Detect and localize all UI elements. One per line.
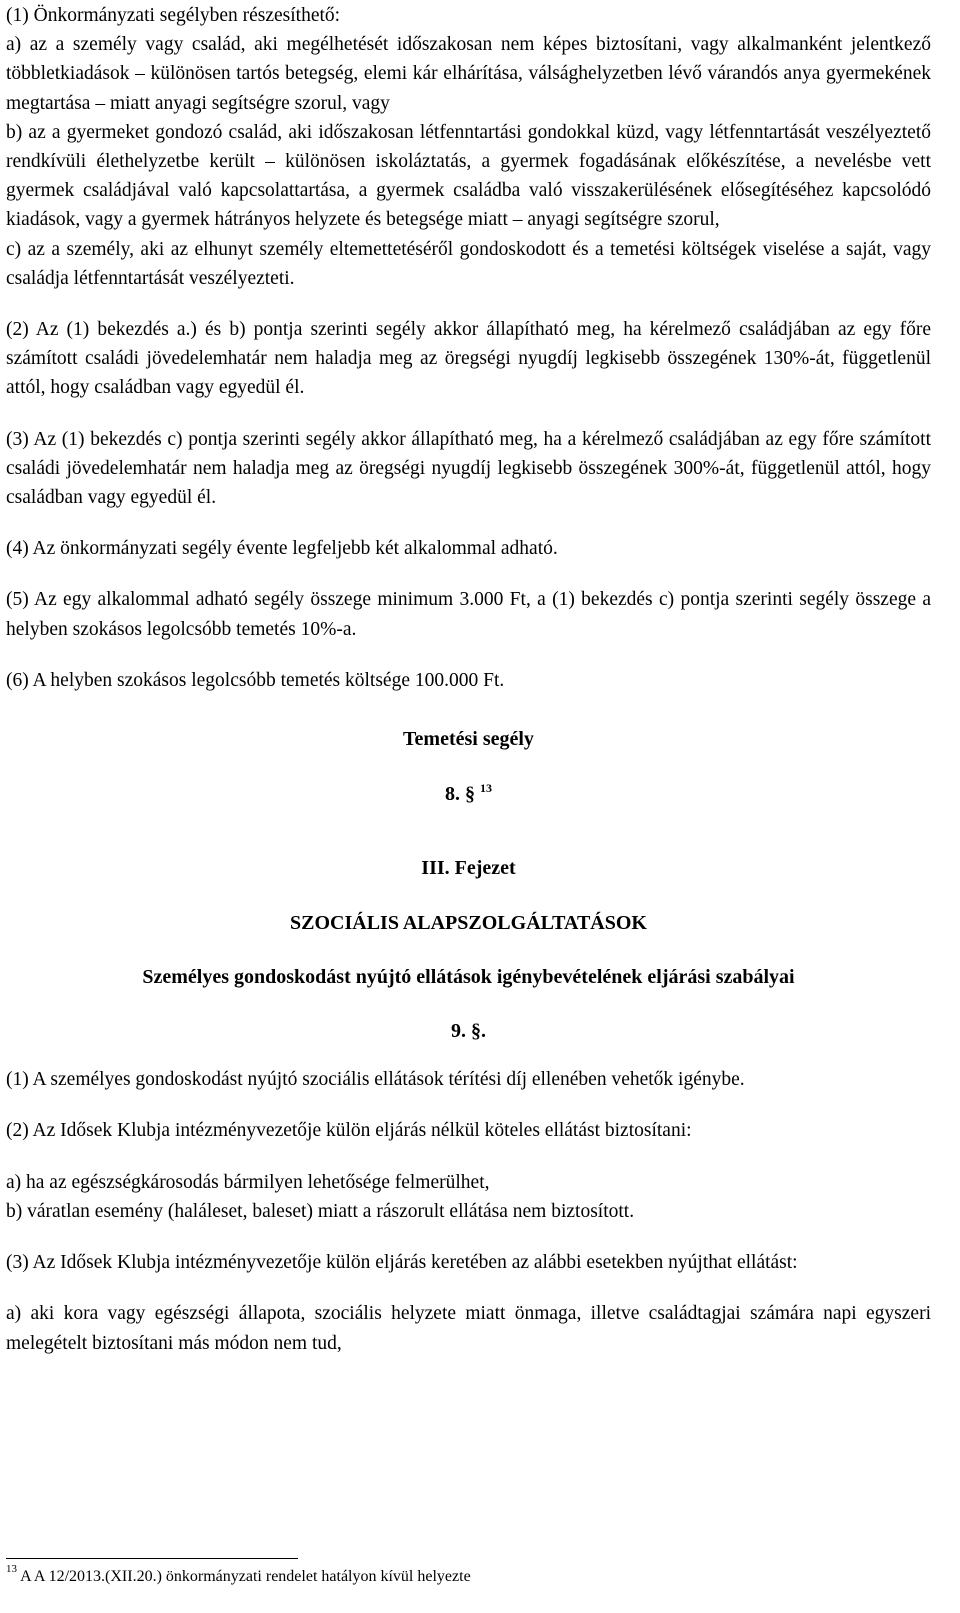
- footnote-divider: [6, 1558, 298, 1559]
- s9-p1: (1) A személyes gondoskodást nyújtó szociális ellátások térítési díj ellenében vehetők igénybe.: [6, 1069, 745, 1091]
- s7-p3: (3) Az (1) bekezdés c) pontja szerinti segély akkor állapítható meg, ha a kérelmező családjában az egy főre számított családi jövedelemhatár nem haladja meg az öregségi nyugdíj legkisebb összegének 300%-át, függetlenül attól, hogy családban vagy egyedül él.: [6, 428, 931, 509]
- s7-p2: (2) Az (1) bekezdés a.) és b) pontja szerinti segély akkor állapítható meg, ha kérelmező családjában az egy főre számított családi jövedelemhatár nem haladja meg az öregségi nyugdíj legkisebb összegének 130%-át, függetlenül attól, hogy családban vagy egyedül él.: [6, 319, 931, 399]
- footnote-reference[interactable]: 13: [480, 781, 492, 796]
- heading-subtitle: Személyes gondoskodást nyújtó ellátások igénybevételének eljárási szabályai: [142, 965, 795, 988]
- s9-p3-a: a) aki kora vagy egészségi állapota, szociális helyzete miatt önmaga, illetve családtagjai számára napi egyszeri melegételt biztosítani más módon nem tud,: [6, 1303, 931, 1354]
- paragraph-8-label: 8. §: [445, 783, 475, 806]
- s7-p1-c: c) az a személy, aki az elhunyt személy eltemettetéséről gondoskodott és a temetési költségek viselése a saját, vagy családja létfenntartását veszélyezteti.: [6, 238, 931, 289]
- s7-p4: (4) Az önkormányzati segély évente legfeljebb két alkalommal adható.: [6, 538, 558, 560]
- s7-p5: (5) Az egy alkalommal adható segély összege minimum 3.000 Ft, a (1) bekezdés c) pontja szerinti segély összege a helyben szokásos legolcsóbb temetés 10%-a.: [6, 589, 931, 640]
- heading-paragraph-8: [6, 780, 931, 809]
- s9-p2-b: b) váratlan esemény (haláleset, baleset) miatt a rászorult ellátása nem biztosított.: [6, 1200, 635, 1222]
- s7-p1-intro: (1) Önkormányzati segélyben részesíthető:: [6, 5, 341, 26]
- heading-paragraph-9: 9. §.: [451, 1020, 486, 1043]
- s9-p2-intro: (2) Az Idősek Klubja intézményvezetője külön eljárás nélkül köteles ellátást biztosítani:: [6, 1120, 692, 1142]
- footnote-text: A A 12/2013.(XII.20.) önkormányzati rendelet hatályon kívül helyezte: [20, 1568, 471, 1585]
- heading-chapter: III. Fejezet: [421, 857, 516, 880]
- heading-chapter-title: SZOCIÁLIS ALAPSZOLGÁLTATÁSOK: [290, 911, 647, 934]
- s7-p1-b: b) az a gyermeket gondozó család, aki időszakosan létfenntartási gondokkal küzd, vagy létfenntartását veszélyeztető rendkívüli élethelyzetbe került – különösen iskoláztatás, a gyermek fogadásának előkészítése, a nevelésbe vett gyermek családjával való kapcsolattartása, a gyermek családba való visszakerülésének elősegítéséhez kapcsolódó kiadások, vagy a gyermek hátrányos helyzete és betegsége miatt – anyagi segítségre szorul,: [6, 121, 931, 231]
- footnote-number: 13: [6, 1563, 17, 1575]
- s9-p2-a: a) ha az egészségkárosodás bármilyen lehetősége felmerülhet,: [6, 1171, 490, 1193]
- heading-temetesi-segely: Temetési segély: [403, 728, 534, 751]
- s7-p1-a: a) az a személy vagy család, aki megélhetését időszakosan nem képes biztosítani, vagy alkalmanként jelentkező többletkiadások – különösen tartós betegség, elemi kár elhárítása, válsághelyzetben lévő várandós anya gyermekének megtartása – miatt anyagi segítségre szorul, vagy: [6, 34, 931, 114]
- s7-p6: (6) A helyben szokásos legolcsóbb temetés költsége 100.000 Ft.: [6, 669, 505, 691]
- s9-p3-intro: (3) Az Idősek Klubja intézményvezetője külön eljárás keretében az alábbi esetekben nyújthat ellátást:: [6, 1252, 798, 1274]
- document-body: [6, 1, 931, 1358]
- footnote: [6, 1563, 931, 1587]
